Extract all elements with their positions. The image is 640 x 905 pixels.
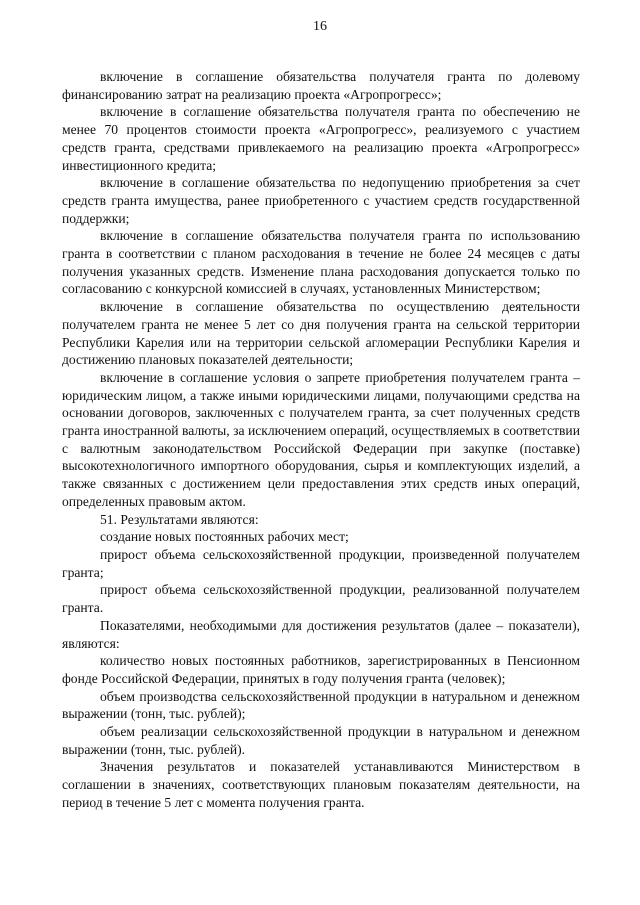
paragraph-result-production-growth: прирост объема сельскохозяйственной продукции, произведенной получателем гранта;	[62, 546, 580, 580]
paragraph-indicator-production-volume: объем производства сельскохозяйственной продукции в натуральном и денежном выражении (тонн, тыс. рублей);	[62, 688, 580, 722]
paragraph-indicators-heading: Показателями, необходимыми для достижения результатов (далее – показатели), являются:	[62, 617, 580, 651]
paragraph-spending-plan-obligation: включение в соглашение обязательства получателя гранта по использованию гранта в соответствии с планом расходования в течение не более 24 месяцев с даты получения указанных средств. Изменение плана расходования допускается только по согласованию с конкурсной комиссией в случаях, установленных Министерством;	[62, 228, 580, 297]
paragraph-no-prior-property-obligation: включение в соглашение обязательства по недопущению приобретения за счет средств гранта имущества, ранее приобретенного с участием средств государственной поддержки;	[62, 175, 580, 226]
document-body	[62, 68, 580, 812]
paragraph-results-heading: 51. Результатами являются:	[100, 511, 259, 527]
paragraph-investment-credit-obligation: включение в соглашение обязательства получателя гранта по обеспечению не менее 70 процентов стоимости проекта «Агропрогресс», реализуемого с участием средств гранта, средствами привлекаемого на реализацию проекта «Агропрогресс» инвестиционного кредита;	[62, 104, 580, 173]
page-number: 16	[313, 19, 327, 34]
paragraph-indicator-sales-volume: объем реализации сельскохозяйственной продукции в натуральном и денежном выражении (тонн, тыс. рублей).	[62, 724, 580, 757]
paragraph-rural-activity-obligation: включение в соглашение обязательства по осуществлению деятельности получателем гранта не менее 5 лет со дня получения гранта на сельской территории Республики Карелия или на территории сельской агломерации Республики Карелия и достижению плановых показателей деятельности;	[62, 299, 580, 368]
paragraph-result-new-jobs: создание новых постоянных рабочих мест;	[100, 529, 349, 545]
paragraph-result-sales-growth: прирост объема сельскохозяйственной продукции, реализованной получателем гранта.	[62, 582, 580, 616]
paragraph-foreign-currency-prohibition: включение в соглашение условия о запрете приобретения получателем гранта – юридическим лицом, а также иными юридическими лицами, получающими средства на основании договоров, заключенных с получателем гранта, за счет полученных средств гранта иностранной валюты, за исключением операций, осуществляемых в соответствии с валютным законодательством Российской Федерации при закупке (поставке) высокотехнологичного импортного оборудования, сырья и комплектующих изделий, а также связанных с достижением цели предоставления этих средств иных операций, определенных правовым актом.	[62, 369, 580, 509]
paragraph-values-established: Значения результатов и показателей устанавливаются Министерством в соглашении в значениях, соответствующих плановым показателям деятельности, на период в течение 5 лет с момента получения гранта.	[62, 759, 580, 810]
paragraph-cofinancing-obligation: включение в соглашение обязательства получателя гранта по долевому финансированию затрат на реализацию проекта «Агропрогресс»;	[62, 69, 580, 102]
paragraph-indicator-employees: количество новых постоянных работников, зарегистрированных в Пенсионном фонде Российской Федерации, принятых в году получения гранта (человек);	[62, 653, 580, 686]
